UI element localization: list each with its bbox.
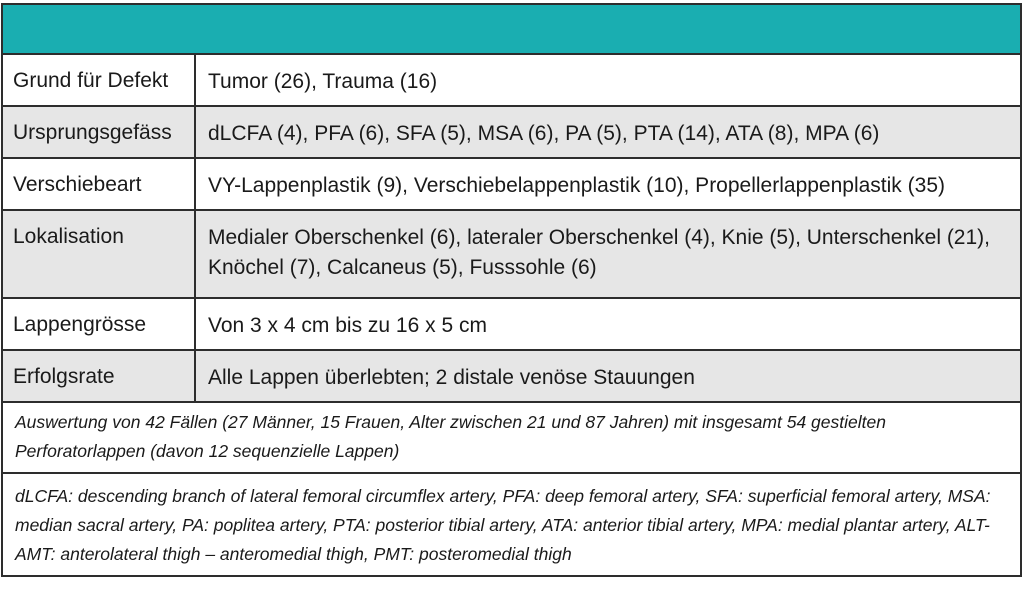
row-label: Lokalisation [3,211,196,297]
row-label: Erfolgsrate [3,351,196,401]
row-value: dLCFA (4), PFA (6), SFA (5), MSA (6), PA (5), PTA (14), ATA (8), MPA (6) [208,122,880,145]
row-label: Lappengrösse [3,299,196,349]
row-value: Von 3 x 4 cm bis zu 16 x 5 cm [208,314,487,337]
table-row-defect-reason [3,55,1020,107]
table-header-bar [3,5,1020,55]
table-footnote-cases: Auswertung von 42 Fällen (27 Männer, 15 Frauen, Alter zwischen 21 und 87 Jahren) mit insgesamt 54 gestielten Perforatorlappen (davon 12 sequenzielle Lappen) [3,403,1020,474]
table-row-origin-vessel [3,107,1020,159]
row-value: Medialer Oberschenkel (6), lateraler Oberschenkel (4), Knie (5), Unterschenkel (21), Knöchel (7), Calcaneus (5), Fusssohle (6) [208,226,990,279]
table-row-shift-type [3,159,1020,211]
row-label: Ursprungsgefäss [3,107,196,157]
row-value: VY-Lappenplastik (9), Verschiebelappenplastik (10), Propellerlappenplastik (35) [208,174,945,197]
table-row-localisation [3,211,1020,299]
table-footnote-abbreviations: dLCFA: descending branch of lateral femoral circumflex artery, PFA: deep femoral artery, SFA: superficial femoral artery, MSA: median sacral artery, PA: poplitea artery, PTA: posterior tibial artery, ATA: anterior tibial artery, MPA: medial plantar artery, ALT-AMT: anterolateral thigh – anteromedial thigh, PMT: posteromedial thigh [15,486,991,564]
row-value: Alle Lappen überlebten; 2 distale venöse Stauungen [208,366,695,389]
row-label: Grund für Defekt [3,55,196,105]
row-label: Verschiebeart [3,159,196,209]
table-row-flap-size [3,299,1020,351]
flap-data-table [1,3,1022,577]
row-value: Tumor (26), Trauma (16) [208,70,438,93]
table-row-success-rate [3,351,1020,403]
